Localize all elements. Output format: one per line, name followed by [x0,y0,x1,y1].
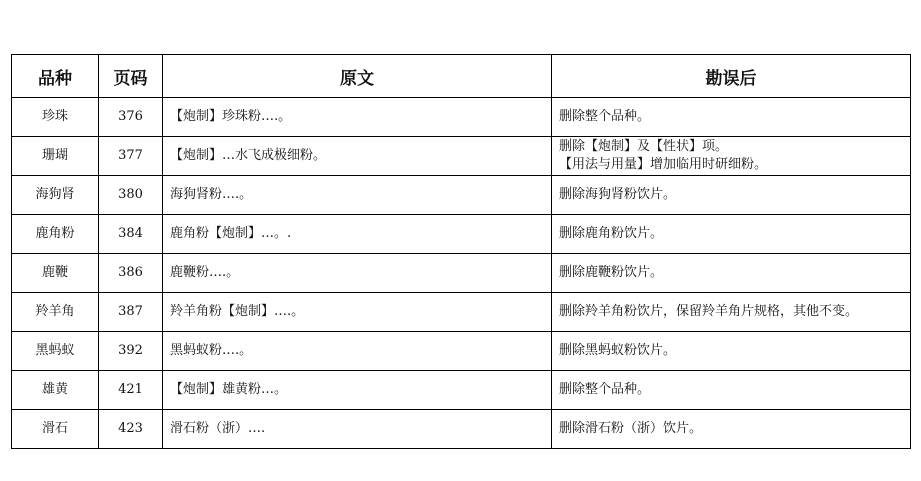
corrected-text-line: 删除鹿鞭粉饮片。 [559,265,664,280]
header-original-text: 原文 [163,55,552,98]
table-row [12,137,911,176]
original-text-cell: 海狗肾粉….。 [163,176,552,215]
original-text-cell: 黑蚂蚁粉….。 [163,332,552,371]
corrected-text-cell [552,215,911,254]
variety-cell: 滑石 [12,410,99,449]
page-number-cell: 421 [99,371,163,410]
corrected-text-cell [552,410,911,449]
header-page: 页码 [99,55,163,98]
corrected-text-cell [552,371,911,410]
variety-cell: 羚羊角 [12,293,99,332]
variety-cell: 珍珠 [12,98,99,137]
corrected-text-line: 删除滑石粉（浙）饮片。 [559,421,703,436]
page-number-cell: 386 [99,254,163,293]
variety-cell: 鹿鞭 [12,254,99,293]
original-text-cell: 鹿角粉【炮制】…。. [163,215,552,254]
page-number-cell: 423 [99,410,163,449]
table-row [12,254,911,293]
corrected-text-line: 【用法与用量】增加临用时研细粉。 [559,157,768,172]
variety-cell: 鹿角粉 [12,215,99,254]
header-variety: 品种 [12,55,99,98]
corrected-text-line: 删除黑蚂蚁粉饮片。 [559,343,677,358]
original-text-cell: 【炮制】…水飞成极细粉。 [163,137,552,176]
table-row [12,332,911,371]
corrected-text-line: 删除整个品种。 [559,109,651,124]
original-text-cell: 滑石粉（浙）…. [163,410,552,449]
table-row [12,176,911,215]
original-text-cell: 羚羊角粉【炮制】….。 [163,293,552,332]
variety-cell: 珊瑚 [12,137,99,176]
original-text-cell: 鹿鞭粉….。 [163,254,552,293]
table-header-row [12,55,911,98]
corrected-text-cell [552,332,911,371]
corrected-text-cell [552,137,911,176]
original-text-cell: 【炮制】珍珠粉….。 [163,98,552,137]
page-number-cell: 392 [99,332,163,371]
original-text-cell: 【炮制】雄黄粉…。 [163,371,552,410]
corrected-text-line: 删除鹿角粉饮片。 [559,226,664,241]
page-number-cell: 384 [99,215,163,254]
page-number-cell: 376 [99,98,163,137]
page-number-cell: 377 [99,137,163,176]
table-row [12,98,911,137]
table-row [12,410,911,449]
errata-page [11,54,911,449]
errata-table [11,54,911,449]
corrected-text-cell [552,98,911,137]
page-number-cell: 380 [99,176,163,215]
corrected-text-line: 删除整个品种。 [559,382,651,397]
corrected-text-line: 删除【炮制】及【性状】项。 [559,139,729,154]
corrected-text-cell [552,176,911,215]
variety-cell: 海狗肾 [12,176,99,215]
table-row [12,215,911,254]
table-row [12,293,911,332]
header-corrected-text: 勘误后 [552,55,911,98]
corrected-text-cell [552,293,911,332]
corrected-text-line: 删除羚羊角粉饮片，保留羚羊角片规格，其他不变。 [559,304,859,319]
corrected-text-cell [552,254,911,293]
page-number-cell: 387 [99,293,163,332]
corrected-text-line: 删除海狗肾粉饮片。 [559,187,677,202]
variety-cell: 雄黄 [12,371,99,410]
variety-cell: 黑蚂蚁 [12,332,99,371]
table-row [12,371,911,410]
